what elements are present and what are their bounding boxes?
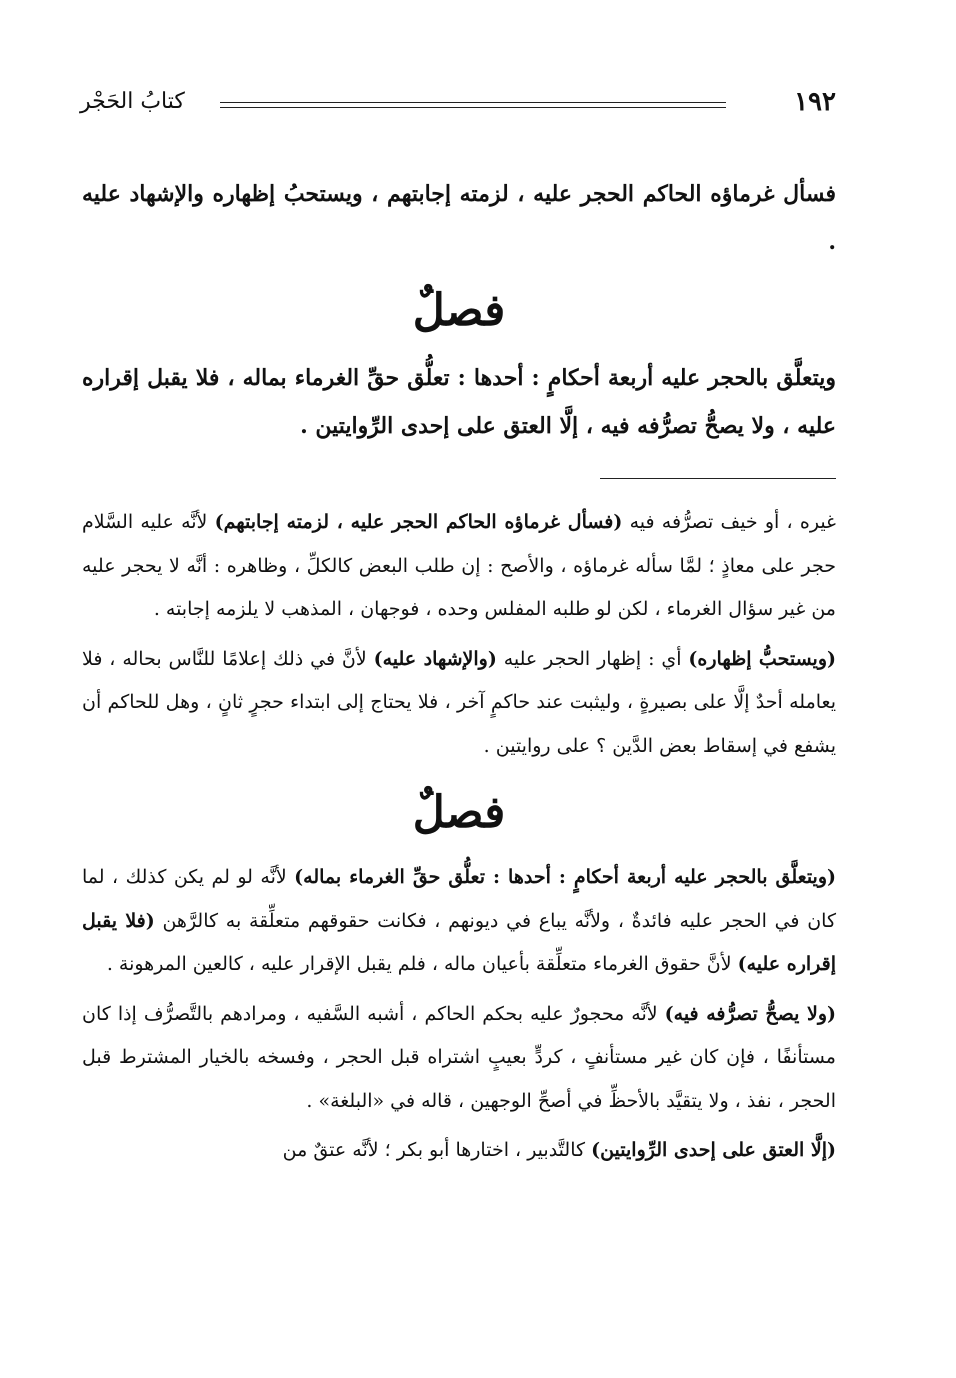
commentary-paragraph	[82, 638, 836, 769]
book-title: كتابُ الحَجْر	[80, 89, 185, 114]
commentary-text: لأنَّه عليه السَّلام حجر على معاذٍ ؛ لمَّا سأله غرماؤه ، والأصح : إن طلب البعض كالكلِّ ، وظاهره : أنَّه لا يحجر عليه من غير سؤال الغرماء ، لكن لو طلبه المفلس وحده ، فوجهان ، المذهب لا يلزمه إجابته .	[82, 511, 836, 620]
footnote-divider	[600, 478, 836, 479]
matn-paragraph: ويتعلَّق بالحجر عليه أربعة أحكامٍ : أحدها : تعلُّق حقِّ الغرماء بماله ، فلا يقبل إقراره عليه ، ولا يصحُّ تصرُّفه فيه ، إلَّا العتق على إحدى الرِّوايتين .	[82, 365, 836, 439]
commentary-text: لأنَّ في ذلك إعلامًا للنَّاس بحاله ، فلا يعامله أحدٌ إلَّا على بصيرةٍ ، وليثبت عند حاكمٍ آخر ، فلا يحتاج إلى ابتداء حجرٍ ثانٍ ، وهل للحاكم أن يشفع في إسقاط بعض الدَّين ؟ على روايتين .	[82, 647, 836, 757]
commentary-paragraph	[82, 501, 836, 632]
quoted-matn: (فلا يقبل إقراره عليه)	[82, 909, 836, 975]
quoted-matn: (ويتعلَّق بالحجر عليه أربعة أحكامٍ : أحدها : تعلُّق حقِّ الغرماء بماله)	[294, 866, 836, 888]
commentary-text: كالتَّدبير ، اختارها أبو بكر ؛ لأنَّه عتقٌ من	[282, 1139, 592, 1161]
quoted-matn: (إلَّا العتق على إحدى الرِّوايتين)	[591, 1139, 836, 1161]
commentary-text: لأنَّه لو لم يكن كذلك ، لما كان في الحجر عليه فائدةٌ ، ولأنَّه يباع في ديونهم ، فكانت حقوقهم متعلِّقة به كالرَّهن	[82, 866, 836, 932]
quoted-matn: (فسأل غرماؤه الحاكم الحجر عليه ، لزمته إجابتهم)	[214, 511, 623, 533]
commentary-text: غيره ، أو خيف تصرُّفه فيه	[622, 511, 836, 533]
page-number: ١٩٢	[794, 87, 836, 117]
commentary-paragraph	[82, 993, 836, 1124]
quoted-matn: (ولا يصحُّ تصرُّفه فيه)	[664, 1002, 836, 1025]
page-content	[82, 170, 836, 1179]
page-header	[80, 82, 836, 122]
section-heading: فصلٌ	[412, 285, 506, 336]
matn-paragraph: فسأل غرماؤه الحاكم الحجر عليه ، لزمته إجابتهم ، ويستحبُ إظهاره والإشهاد عليه .	[82, 181, 836, 255]
section-heading: فصلٌ	[412, 787, 506, 838]
quoted-matn: (والإشهاد عليه)	[373, 647, 497, 670]
commentary-paragraph	[82, 1129, 836, 1173]
commentary-text: أي : إظهار الحجر عليه	[496, 647, 689, 670]
header-rule	[220, 102, 726, 108]
quoted-matn: (ويستحبُّ إظهاره)	[688, 647, 836, 670]
commentary-text: لأنَّه محجورٌ عليه بحكم الحاكم ، أشبه السَّفيه ، ومرادهم بالتَّصرُّف إذا كان مستأنفًا ، فإن كان غير مستأنفٍ ، كردٍّ بعيبٍ اشتراه قبل الحجر ، وفسخه بالخيار المشترط قبل الحجر ، نفذ ، ولا يتقيَّد بالأحظِّ في أصحِّ الوجهين ، قاله في «البلغة» .	[82, 1002, 836, 1112]
commentary-paragraph	[82, 856, 836, 987]
commentary-text: لأنَّ حقوق الغرماء متعلِّقة بأعيان ماله ، فلم يقبل الإقرار عليه ، كالعين المرهونة .	[106, 953, 738, 975]
